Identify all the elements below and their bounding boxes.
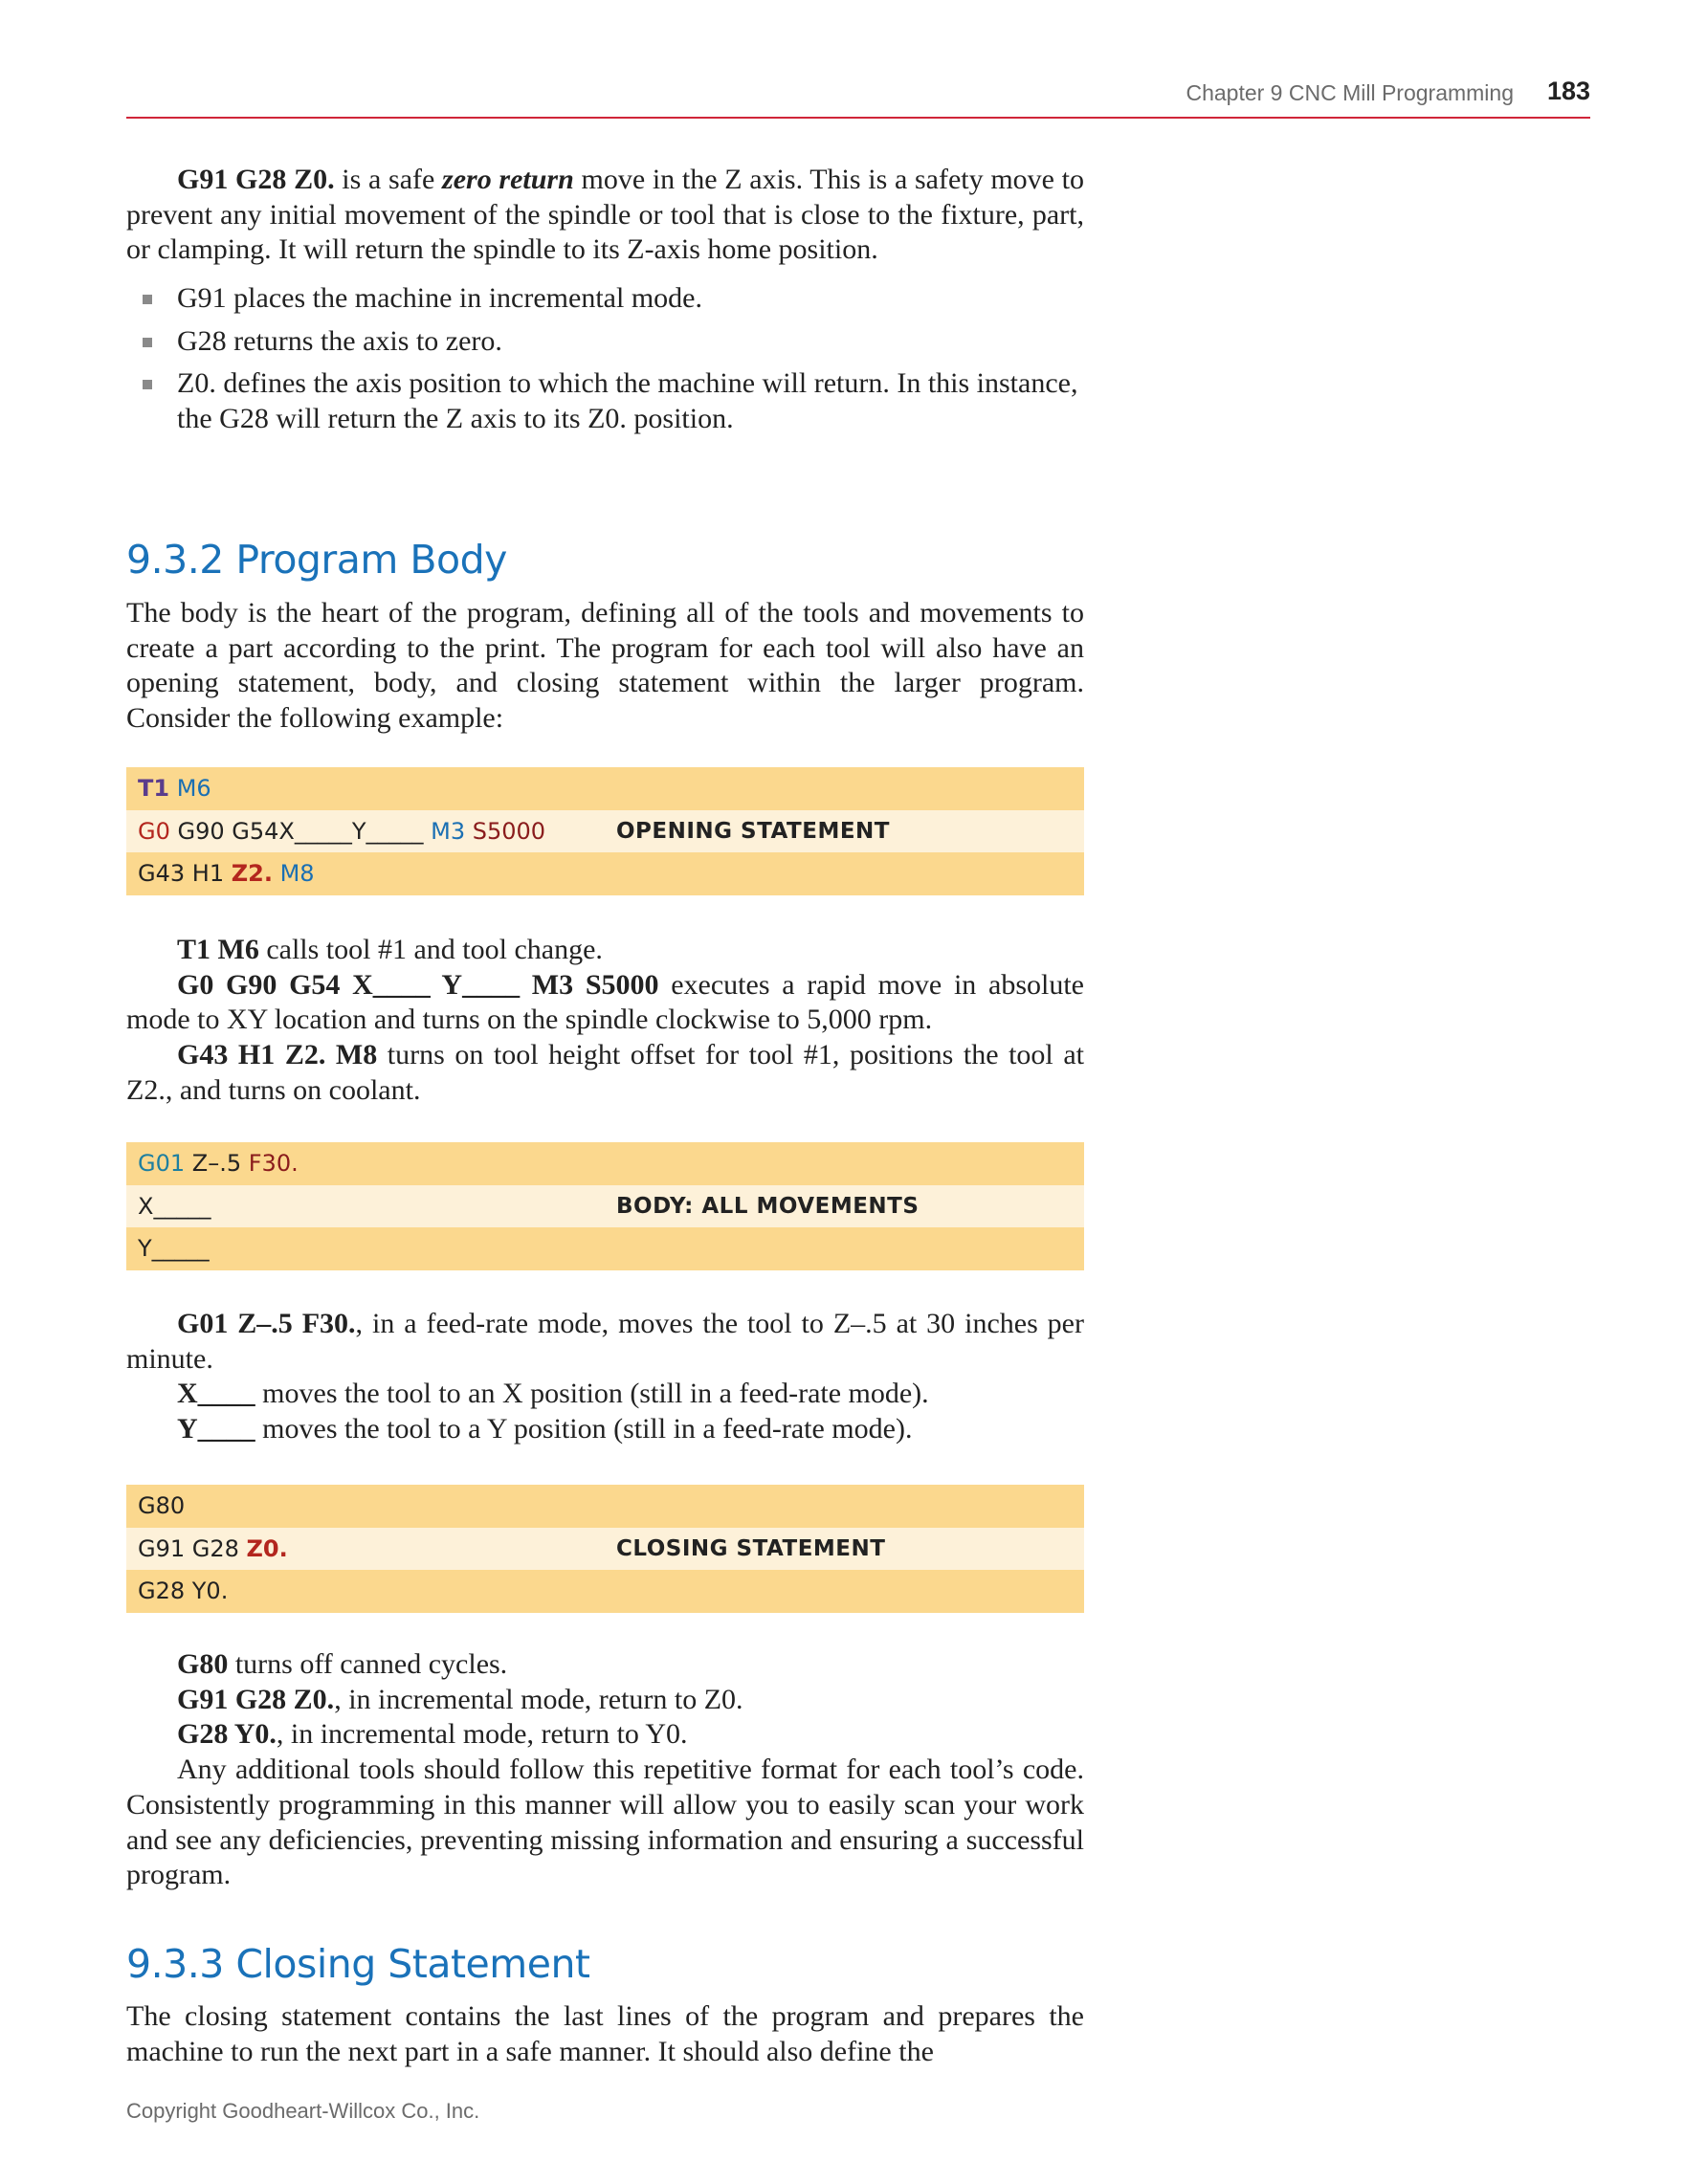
intro-paragraph: G91 G28 Z0. is a safe zero return move in the Z axis. This is a safety move to prevent any initial movement of the spindle or tool that is close to the fixture, part, or clamping. It will return the spindle to its Z-axis home position.: [126, 164, 1085, 266]
section-heading-closing-statement: 9.3.3 Closing Statement: [126, 1941, 590, 1987]
opening-explanation: [126, 933, 1084, 1109]
code-line: T1 M6: [126, 767, 1084, 810]
code-box-label: CLOSING STATEMENT: [616, 1535, 886, 1561]
paragraph: G43 H1 Z2. M8 turns on tool height offset for tool #1, positions the tool at Z2., and turns on coolant.: [126, 1039, 1084, 1106]
section-heading-program-body: 9.3.2 Program Body: [126, 537, 507, 583]
bullet-list: [126, 281, 1084, 436]
code-line: G80: [126, 1485, 1084, 1528]
code-line: G01 Z–.5 F30.: [126, 1142, 1084, 1185]
code-box-label: BODY: ALL MOVEMENTS: [616, 1193, 920, 1219]
paragraph: G28 Y0., in incremental mode, return to Y0.: [177, 1718, 688, 1751]
code-line: X_____ BODY: ALL MOVEMENTS: [126, 1185, 1084, 1228]
list-item: G91 places the machine in incremental mode.: [126, 281, 1084, 317]
intro-code: G91 G28 Z0.: [177, 164, 335, 195]
closing-statement-text: [126, 1999, 1084, 2069]
code-box-body: [126, 1142, 1084, 1270]
code-box-label: OPENING STATEMENT: [616, 818, 890, 844]
paragraph: X____ moves the tool to an X position (still in a feed-rate mode).: [177, 1378, 929, 1410]
intro-block: [126, 163, 1084, 444]
paragraph: G80 turns off canned cycles.: [177, 1648, 508, 1680]
page-number: 183: [1546, 77, 1590, 105]
code-line: G43 H1 Z2. M8: [126, 852, 1084, 895]
program-body-text: [126, 596, 1084, 737]
paragraph: Any additional tools should follow this repetitive format for each tool’s code. Consistently programming in this manner will allow you to easily scan your work and see any deficiencies, preventing missing information and ensuring a successful program.: [126, 1754, 1084, 1891]
square-bullet-icon: [143, 295, 152, 304]
body-explanation: [126, 1307, 1084, 1447]
paragraph: G91 G28 Z0., in incremental mode, return to Z0.: [177, 1683, 743, 1715]
code-box-opening: [126, 767, 1084, 895]
list-item: Z0. defines the axis position to which the machine will return. In this instance, the G28 will return the Z axis to its Z0. position.: [126, 366, 1084, 436]
square-bullet-icon: [143, 380, 152, 389]
term-emphasis: zero return: [442, 164, 574, 195]
code-line: Y_____: [126, 1227, 1084, 1270]
paragraph: Y____ moves the tool to a Y position (still in a feed-rate mode).: [177, 1413, 913, 1445]
code-line: G91 G28 Z0. CLOSING STATEMENT: [126, 1528, 1084, 1571]
square-bullet-icon: [143, 338, 152, 347]
list-item: G28 returns the axis to zero.: [126, 324, 1084, 360]
running-header: [126, 78, 1590, 119]
paragraph: The body is the heart of the program, defining all of the tools and movements to create a part according to the print. The program for each tool will also have an opening statement, body, and closing statement within the larger program. Consider the following example:: [126, 597, 1084, 735]
code-line: G0 G90 G54X_____Y_____ M3 S5000 OPENING STATEMENT: [126, 810, 1084, 853]
code-line: G28 Y0.: [126, 1570, 1084, 1613]
copyright-footer: Copyright Goodheart-Willcox Co., Inc.: [126, 2099, 480, 2123]
chapter-title: Chapter 9 CNC Mill Programming: [1186, 80, 1514, 105]
paragraph: T1 M6 calls tool #1 and tool change.: [177, 934, 603, 965]
paragraph: G01 Z–.5 F30., in a feed-rate mode, moves the tool to Z–.5 at 30 inches per minute.: [126, 1308, 1084, 1375]
code-box-closing: [126, 1485, 1084, 1613]
paragraph: The closing statement contains the last lines of the program and prepares the machine to run the next part in a safe manner. It should also define the: [126, 2000, 1084, 2067]
closing-explanation: [126, 1647, 1084, 1893]
paragraph: G0 G90 G54 X____ Y____ M3 S5000 executes a rapid move in absolute mode to XY location and turns on the spindle clockwise to 5,000 rpm.: [126, 968, 1084, 1036]
